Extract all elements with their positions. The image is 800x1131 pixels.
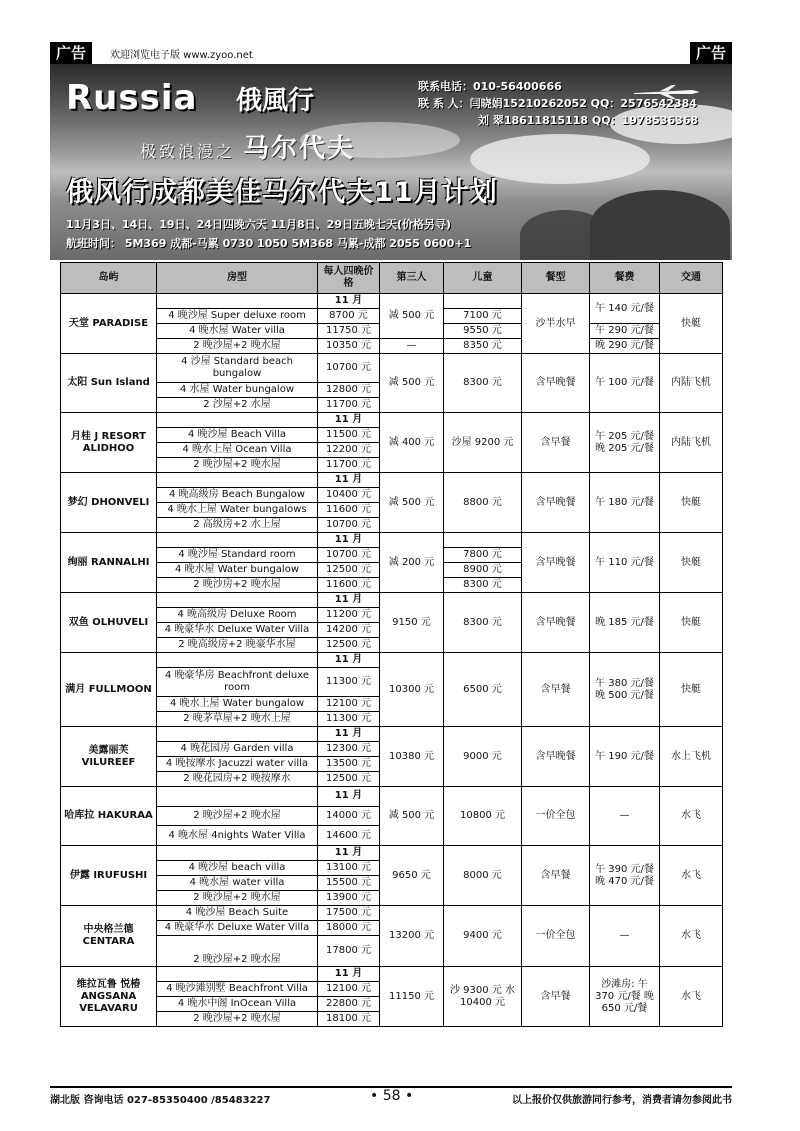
price-cell: 17800 元 bbox=[318, 936, 380, 967]
island-name: 太阳 Sun Island bbox=[61, 354, 157, 413]
price-cell: 8700 元 bbox=[318, 309, 380, 324]
meal-fee: 午 205 元/餐 晚 205 元/餐 bbox=[590, 413, 660, 473]
table-row bbox=[61, 967, 723, 982]
island-name: 哈库拉 HAKURAA bbox=[61, 787, 157, 846]
header-price: 每人四晚价格 bbox=[318, 263, 380, 294]
price-cell: 11300 元 bbox=[318, 712, 380, 727]
room-type bbox=[157, 294, 318, 309]
room-type: 4 晚豪华房 Beachfront deluxe room bbox=[157, 668, 318, 697]
room-type: 2 晚茅草屋+2 晚水上屋 bbox=[157, 712, 318, 727]
child-price bbox=[444, 533, 522, 548]
third-person: — bbox=[380, 339, 444, 354]
price-cell: 12100 元 bbox=[318, 697, 380, 712]
room-type: 4 晚水屋 water villa bbox=[157, 876, 318, 891]
price-cell: 11 月 bbox=[318, 727, 380, 742]
room-type: 4 晚高级房 Deluxe Room bbox=[157, 608, 318, 623]
meal-fee: 午 180 元/餐 bbox=[590, 473, 660, 533]
contact-phone: 联系电话：010-56400666 bbox=[418, 80, 562, 93]
third-person: 减 200 元 bbox=[380, 533, 444, 593]
meal-plan: 含早晚餐 bbox=[522, 727, 590, 787]
header-room: 房型 bbox=[157, 263, 318, 294]
child-price: 7100 元 bbox=[444, 309, 522, 324]
table-row bbox=[61, 787, 723, 807]
room-type: 4 晚水屋 Water villa bbox=[157, 324, 318, 339]
room-type bbox=[157, 846, 318, 861]
child-price: 8800 元 bbox=[444, 473, 522, 533]
departure-dates: 11月3日、14日、19日、24日四晚六天 11月8日、29日五晚七天(价格另寻) bbox=[66, 218, 452, 231]
price-cell: 11600 元 bbox=[318, 503, 380, 518]
meal-fee: 沙滩房: 午 370 元/餐 晚 650 元/餐 bbox=[590, 967, 660, 1027]
room-type: 2 晚沙房+2 晚水屋 bbox=[157, 578, 318, 593]
meal-fee: 午 290 元/餐 bbox=[590, 324, 660, 339]
promo-banner bbox=[50, 64, 732, 260]
meal-fee: 午 100 元/餐 bbox=[590, 354, 660, 413]
price-cell: 12200 元 bbox=[318, 443, 380, 458]
room-type bbox=[157, 593, 318, 608]
room-type bbox=[157, 727, 318, 742]
meal-fee: 晚 185 元/餐 bbox=[590, 593, 660, 653]
transport: 内陆飞机 bbox=[660, 354, 723, 413]
flight-times: 航班时间： 5M369 成都-马累 0730 1050 5M368 马累-成都 2055 0600+1 bbox=[66, 237, 472, 250]
island-name: 维拉瓦鲁 悦椿 ANGSANA VELAVARU bbox=[61, 967, 157, 1027]
table-row bbox=[61, 473, 723, 488]
child-price: 沙 9300 元 水 10400 元 bbox=[444, 967, 522, 1027]
header-fee: 餐费 bbox=[590, 263, 660, 294]
price-cell: 11 月 bbox=[318, 846, 380, 861]
price-cell: 12100 元 bbox=[318, 982, 380, 997]
room-type: 4 晚高级房 Beach Bungalow bbox=[157, 488, 318, 503]
room-type: 4 晚沙屋 Beach Suite bbox=[157, 906, 318, 921]
island-name: 满月 FULLMOON bbox=[61, 653, 157, 727]
header-third: 第三人 bbox=[380, 263, 444, 294]
meal-fee: 午 380 元/餐 晚 500 元/餐 bbox=[590, 653, 660, 727]
top-bar bbox=[50, 42, 732, 64]
room-type: 2 晚沙屋+2 晚水屋 bbox=[157, 936, 318, 967]
room-type: 4 沙屋 Standard beach bungalow bbox=[157, 354, 318, 383]
room-type: 4 晚豪华水 Deluxe Water Villa bbox=[157, 921, 318, 936]
price-cell: 11 月 bbox=[318, 967, 380, 982]
table-row bbox=[61, 354, 723, 383]
price-cell: 22800 元 bbox=[318, 997, 380, 1012]
price-cell: 10700 元 bbox=[318, 518, 380, 533]
child-price: 8300 元 bbox=[444, 578, 522, 593]
contact-person-1: 联 系 人：闫晓娟15210262052 QQ：2576542384 bbox=[418, 97, 697, 110]
room-type: 2 沙屋+2 水屋 bbox=[157, 398, 318, 413]
transport: 快艇 bbox=[660, 533, 723, 593]
price-cell: 13900 元 bbox=[318, 891, 380, 906]
third-person: 10380 元 bbox=[380, 727, 444, 787]
room-type: 4 晚按摩水 Jacuzzi water villa bbox=[157, 757, 318, 772]
price-cell: 14200 元 bbox=[318, 623, 380, 638]
third-person: 减 500 元 bbox=[380, 787, 444, 846]
slogan-small: 极致浪漫之 bbox=[140, 142, 236, 161]
price-cell: 18100 元 bbox=[318, 1012, 380, 1027]
header-island: 岛屿 bbox=[61, 263, 157, 294]
room-type: 4 晚水上屋 Water bungalow bbox=[157, 697, 318, 712]
meal-fee: 午 190 元/餐 bbox=[590, 727, 660, 787]
room-type: 4 晚水屋 4nights Water Villa bbox=[157, 826, 318, 846]
third-person: 10300 元 bbox=[380, 653, 444, 727]
room-type: 2 晚沙屋+2 晚水屋 bbox=[157, 458, 318, 473]
price-cell: 13500 元 bbox=[318, 757, 380, 772]
page-footer bbox=[50, 1086, 732, 1106]
room-type: 2 晚沙屋+2 晚水屋 bbox=[157, 1012, 318, 1027]
transport: 水上飞机 bbox=[660, 727, 723, 787]
price-cell: 17500 元 bbox=[318, 906, 380, 921]
child-price: 9000 元 bbox=[444, 727, 522, 787]
room-type: 4 晚豪华水 Deluxe Water Villa bbox=[157, 623, 318, 638]
transport: 快艇 bbox=[660, 593, 723, 653]
slogan bbox=[140, 128, 355, 165]
transport: 水飞 bbox=[660, 846, 723, 906]
transport: 快艇 bbox=[660, 473, 723, 533]
room-type: 4 晚水上屋 Ocean Villa bbox=[157, 443, 318, 458]
price-cell: 11200 元 bbox=[318, 608, 380, 623]
price-cell: 11 月 bbox=[318, 787, 380, 807]
child-price: 8000 元 bbox=[444, 846, 522, 906]
price-cell: 12500 元 bbox=[318, 638, 380, 653]
ad-tag-right: 广告 bbox=[690, 42, 732, 64]
page-number: • 58 • bbox=[370, 1088, 414, 1104]
price-cell: 10700 元 bbox=[318, 354, 380, 383]
third-person: 减 500 元 bbox=[380, 294, 444, 339]
price-cell: 14600 元 bbox=[318, 826, 380, 846]
table-row bbox=[61, 906, 723, 921]
price-table-wrap bbox=[60, 262, 722, 1027]
price-cell: 12500 元 bbox=[318, 772, 380, 787]
price-cell: 11 月 bbox=[318, 413, 380, 428]
table-row bbox=[61, 533, 723, 548]
header-child: 儿童 bbox=[444, 263, 522, 294]
price-cell: 11 月 bbox=[318, 473, 380, 488]
footer-disclaimer: 以上报价仅供旅游同行参考，消费者请勿参阅此书 bbox=[512, 1095, 732, 1106]
island-name: 天堂 PARADISE bbox=[61, 294, 157, 354]
third-person: 9150 元 bbox=[380, 593, 444, 653]
room-type: 4 晚沙屋 Beach Villa bbox=[157, 428, 318, 443]
meal-plan: 含早餐 bbox=[522, 846, 590, 906]
third-person: 减 500 元 bbox=[380, 354, 444, 413]
meal-plan: 一价全包 bbox=[522, 787, 590, 846]
price-cell: 11600 元 bbox=[318, 578, 380, 593]
room-type: 2 晚高级房+2 晚豪华水屋 bbox=[157, 638, 318, 653]
transport: 水飞 bbox=[660, 906, 723, 967]
meal-fee: — bbox=[590, 906, 660, 967]
child-price: 9400 元 bbox=[444, 906, 522, 967]
slogan-big: 马尔代夫 bbox=[243, 134, 356, 164]
transport: 内陆飞机 bbox=[660, 413, 723, 473]
room-type: 2 晚花园房+2 晚按摩水 bbox=[157, 772, 318, 787]
child-price: 沙屋 9200 元 bbox=[444, 413, 522, 473]
child-price: 9550 元 bbox=[444, 324, 522, 339]
island-name: 绚丽 RANNALHI bbox=[61, 533, 157, 593]
meal-plan: 含早晚餐 bbox=[522, 473, 590, 533]
transport: 水飞 bbox=[660, 787, 723, 846]
russia-logo: Russia bbox=[66, 78, 198, 118]
room-type: 2 晚沙屋+2 晚水屋 bbox=[157, 891, 318, 906]
brand-logo-cn: 俄風行 bbox=[236, 86, 315, 116]
room-type: 4 晚水中阁 InOcean Villa bbox=[157, 997, 318, 1012]
room-type: 4 晚沙屋 Super deluxe room bbox=[157, 309, 318, 324]
price-cell: 14000 元 bbox=[318, 806, 380, 826]
table-row bbox=[61, 294, 723, 309]
table-header-row bbox=[61, 263, 723, 294]
meal-plan: 含早晚餐 bbox=[522, 593, 590, 653]
island-name: 美露丽芙 VILUREEF bbox=[61, 727, 157, 787]
room-type bbox=[157, 533, 318, 548]
room-type: 4 水屋 Water bungalow bbox=[157, 383, 318, 398]
price-cell: 11700 元 bbox=[318, 398, 380, 413]
room-type: 2 晚沙屋+2 晚水屋 bbox=[157, 806, 318, 826]
header-meal: 餐型 bbox=[522, 263, 590, 294]
meal-plan: 含早餐 bbox=[522, 967, 590, 1027]
footer-contact: 湖北版 咨询电话 027-85350400 /85483227 bbox=[50, 1095, 271, 1106]
table-row bbox=[61, 846, 723, 861]
contact-person-2: 刘 翠18611815118 QQ：1978536368 bbox=[478, 114, 699, 127]
meal-fee: 午 110 元/餐 bbox=[590, 533, 660, 593]
price-cell: 11 月 bbox=[318, 533, 380, 548]
meal-plan: 一价全包 bbox=[522, 906, 590, 967]
price-cell: 11300 元 bbox=[318, 668, 380, 697]
table-row bbox=[61, 593, 723, 608]
header-transport: 交通 bbox=[660, 263, 723, 294]
child-price: 8300 元 bbox=[444, 593, 522, 653]
welcome-text: 欢迎浏览电子版 www.zyoo.net bbox=[110, 50, 253, 61]
island-name: 双鱼 OLHUVELI bbox=[61, 593, 157, 653]
price-cell: 12800 元 bbox=[318, 383, 380, 398]
price-cell: 11700 元 bbox=[318, 458, 380, 473]
price-cell: 12300 元 bbox=[318, 742, 380, 757]
transport: 水飞 bbox=[660, 967, 723, 1027]
third-person: 减 500 元 bbox=[380, 473, 444, 533]
third-person: 11150 元 bbox=[380, 967, 444, 1027]
third-person: 9650 元 bbox=[380, 846, 444, 906]
child-price: 10800 元 bbox=[444, 787, 522, 846]
price-cell: 11750 元 bbox=[318, 324, 380, 339]
room-type bbox=[157, 653, 318, 668]
room-type: 2 晚沙屋+2 晚水屋 bbox=[157, 339, 318, 354]
price-cell: 18000 元 bbox=[318, 921, 380, 936]
child-price: 8350 元 bbox=[444, 339, 522, 354]
price-cell: 10350 元 bbox=[318, 339, 380, 354]
price-cell: 15500 元 bbox=[318, 876, 380, 891]
price-cell: 10700 元 bbox=[318, 548, 380, 563]
meal-plan: 含早晚餐 bbox=[522, 354, 590, 413]
room-type: 4 晚水上屋 Water bungalows bbox=[157, 503, 318, 518]
table-row bbox=[61, 339, 723, 354]
meal-fee: 午 390 元/餐 晚 470 元/餐 bbox=[590, 846, 660, 906]
table-row bbox=[61, 653, 723, 668]
ad-tag-left: 广告 bbox=[50, 42, 92, 64]
room-type: 4 晚沙滩别墅 Beachfront Villa bbox=[157, 982, 318, 997]
table-row bbox=[61, 727, 723, 742]
meal-fee: 午 140 元/餐 bbox=[590, 294, 660, 324]
child-price bbox=[444, 294, 522, 309]
price-table bbox=[60, 262, 723, 1027]
price-cell: 12500 元 bbox=[318, 563, 380, 578]
child-price: 8300 元 bbox=[444, 354, 522, 413]
island-name: 伊露 IRUFUSHI bbox=[61, 846, 157, 906]
price-cell: 11 月 bbox=[318, 593, 380, 608]
room-type bbox=[157, 967, 318, 982]
meal-plan: 含早餐 bbox=[522, 653, 590, 727]
child-price: 6500 元 bbox=[444, 653, 522, 727]
third-person: 减 400 元 bbox=[380, 413, 444, 473]
child-price: 8900 元 bbox=[444, 563, 522, 578]
island-name: 梦幻 DHONVELI bbox=[61, 473, 157, 533]
price-cell: 13100 元 bbox=[318, 861, 380, 876]
price-cell: 10400 元 bbox=[318, 488, 380, 503]
room-type: 4 晚沙屋 Standard room bbox=[157, 548, 318, 563]
price-cell: 11 月 bbox=[318, 653, 380, 668]
room-type: 2 高级房+2 水上屋 bbox=[157, 518, 318, 533]
island-name: 中央格兰德 CENTARA bbox=[61, 906, 157, 967]
price-cell: 11 月 bbox=[318, 294, 380, 309]
room-type: 4 晚花园房 Garden villa bbox=[157, 742, 318, 757]
table-row bbox=[61, 413, 723, 428]
meal-plan: 沙半水早 bbox=[522, 294, 590, 354]
room-type: 4 晚沙屋 beach villa bbox=[157, 861, 318, 876]
island-name: 月桂 J RESORT ALIDHOO bbox=[61, 413, 157, 473]
price-cell: 11500 元 bbox=[318, 428, 380, 443]
meal-fee: 晚 290 元/餐 bbox=[590, 339, 660, 354]
child-price: 7800 元 bbox=[444, 548, 522, 563]
transport: 快艇 bbox=[660, 294, 723, 354]
meal-plan: 含早餐 bbox=[522, 413, 590, 473]
meal-plan: 含早晚餐 bbox=[522, 533, 590, 593]
third-person: 13200 元 bbox=[380, 906, 444, 967]
headline: 俄风行成都美佳马尔代夫11月计划 bbox=[66, 177, 498, 208]
contact-info bbox=[418, 78, 698, 129]
room-type bbox=[157, 413, 318, 428]
meal-fee: — bbox=[590, 787, 660, 846]
room-type bbox=[157, 473, 318, 488]
room-type: 4 晚水屋 Water bungalow bbox=[157, 563, 318, 578]
room-type bbox=[157, 787, 318, 807]
transport: 快艇 bbox=[660, 653, 723, 727]
